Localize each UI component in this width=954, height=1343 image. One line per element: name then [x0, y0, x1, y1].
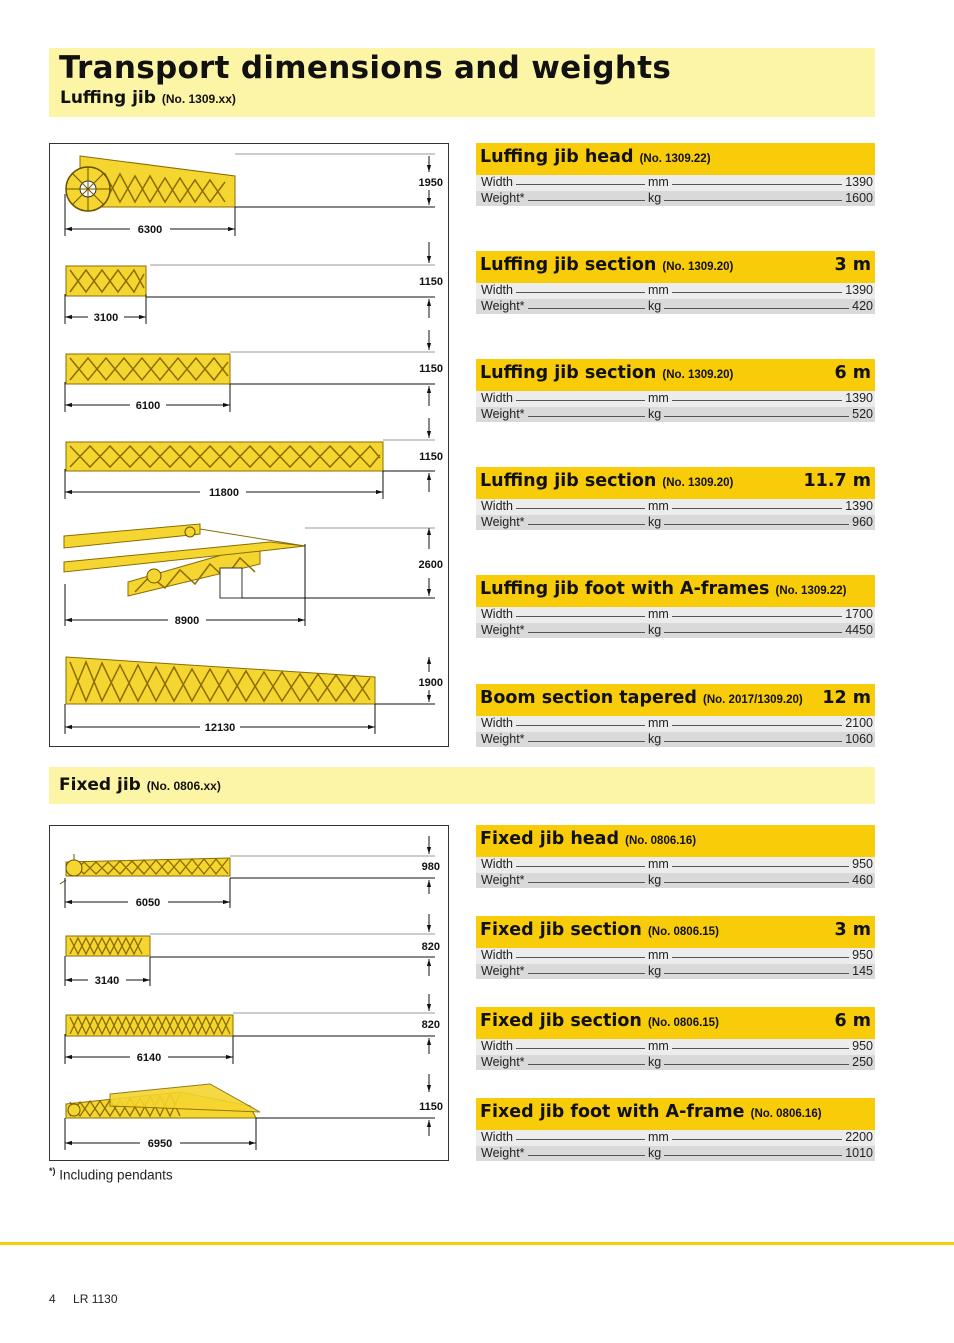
spec-weight-row: Weight* kg 4450: [476, 623, 875, 639]
spec-fixed-jib-foot: [476, 1098, 875, 1161]
dim-6300: 6300: [137, 224, 163, 236]
page-footer: [49, 1292, 132, 1306]
spec-name: Luffing jib foot with A-frames: [480, 579, 770, 599]
spec-weight-row: Weight* kg 250: [476, 1055, 875, 1071]
spec-weight-row: Weight* kg 460: [476, 873, 875, 889]
spec-number: (No. 1309.22): [775, 585, 847, 597]
spec-weight-value: 520: [849, 407, 873, 423]
fixed-jib-3m-drawing: [66, 936, 150, 956]
spec-number: (No. 1309.20): [662, 261, 734, 273]
spec-weight-value: 460: [849, 873, 873, 889]
spec-width-value: 1700: [842, 607, 873, 623]
spec-width-value: 950: [849, 857, 873, 873]
fixed-jib-number: (No. 0806.xx): [146, 779, 221, 793]
spec-width-value: 950: [849, 948, 873, 964]
luffing-jib-number: (No. 1309.xx): [161, 92, 236, 106]
spec-number: (No. 2017/1309.20): [703, 694, 803, 706]
page-title: Transport dimensions and weights: [59, 50, 672, 86]
dim-1900: 1900: [418, 677, 443, 689]
luffing-jib-label: Luffing jib: [60, 88, 156, 108]
spec-boom-section-tapered: [476, 684, 875, 747]
spec-length: 3 m: [834, 920, 871, 940]
spec-length: 11.7 m: [803, 471, 871, 491]
dim-6950: 6950: [147, 1138, 173, 1150]
spec-width-row: Width mm 2200: [476, 1130, 875, 1146]
dim-3100: 3100: [93, 312, 119, 324]
dim-3140: 3140: [94, 975, 120, 987]
spec-name: Fixed jib foot with A-frame: [480, 1102, 745, 1122]
spec-luffing-jib-foot: [476, 575, 875, 638]
dim-820-b: 820: [421, 1019, 440, 1031]
spec-weight-value: 145: [849, 964, 873, 980]
title-band: [49, 48, 875, 117]
dim-980: 980: [421, 861, 440, 873]
spec-name: Luffing jib section: [480, 471, 657, 491]
luffing-jib-drawing: [49, 143, 449, 747]
spec-fixed-jib-head: [476, 825, 875, 888]
footer-rule: [0, 1242, 954, 1245]
spec-name: Luffing jib head: [480, 147, 634, 167]
spec-weight-value: 4450: [842, 623, 873, 639]
spec-number: (No. 1309.22): [639, 153, 711, 165]
spec-name: Luffing jib section: [480, 255, 657, 275]
fixed-jib-6m-drawing: [66, 1015, 233, 1036]
dim-1150-d: 1150: [419, 1101, 443, 1113]
dim-11800: 11800: [209, 487, 239, 499]
dim-6100: 6100: [135, 400, 161, 412]
luffing-jib-foot-drawing: [64, 524, 305, 598]
spec-weight-value: 1010: [842, 1146, 873, 1162]
spec-number: (No. 1309.20): [662, 369, 734, 381]
page-number: 4: [49, 1292, 56, 1306]
spec-weight-value: 1600: [842, 191, 873, 207]
spec-weight-row: Weight* kg 1060: [476, 732, 875, 748]
luffing-jib-head-drawing: [66, 156, 235, 211]
spec-width-row: Width mm 950: [476, 948, 875, 964]
spec-width-row: Width mm 1390: [476, 391, 875, 407]
spec-width-value: 2100: [842, 716, 873, 732]
spec-weight-value: 420: [849, 299, 873, 315]
spec-weight-row: Weight* kg 520: [476, 407, 875, 423]
spec-number: (No. 0806.15): [647, 1017, 719, 1029]
spec-width-value: 2200: [842, 1130, 873, 1146]
luffing-jib-heading: [60, 88, 236, 108]
spec-weight-row: Weight* kg 145: [476, 964, 875, 980]
spec-length: 6 m: [834, 363, 871, 383]
spec-name: Fixed jib head: [480, 829, 620, 849]
footnote-mark: *): [49, 1166, 56, 1176]
dim-6140: 6140: [136, 1052, 162, 1064]
fixed-jib-band: [49, 767, 875, 804]
spec-luffing-jib-section-3m: [476, 251, 875, 314]
fixed-jib-heading: [59, 775, 221, 795]
spec-luffing-jib-section-6m: [476, 359, 875, 422]
luffing-jib-11-7m-drawing: [66, 442, 383, 471]
fixed-jib-head-drawing: [60, 854, 230, 884]
luffing-jib-6m-drawing: [66, 354, 230, 384]
spec-width-value: 950: [849, 1039, 873, 1055]
spec-number: (No. 0806.16): [625, 835, 697, 847]
dim-1950: 1950: [418, 177, 443, 189]
dim-2600: 2600: [418, 559, 443, 571]
spec-weight-row: Weight* kg 1600: [476, 191, 875, 207]
spec-weight-row: Weight* kg 1010: [476, 1146, 875, 1162]
spec-luffing-jib-section-11-7m: [476, 467, 875, 530]
footnote: [49, 1166, 173, 1183]
spec-weight-row: Weight* kg 420: [476, 299, 875, 315]
spec-number: (No. 0806.16): [750, 1108, 822, 1120]
spec-name: Luffing jib section: [480, 363, 657, 383]
dim-820-a: 820: [421, 941, 440, 953]
spec-number: (No. 1309.20): [662, 477, 734, 489]
dim-6050: 6050: [135, 897, 161, 909]
spec-weight-value: 1060: [842, 732, 873, 748]
spec-length: 12 m: [822, 688, 871, 708]
spec-length: 3 m: [834, 255, 871, 275]
spec-width-row: Width mm 1700: [476, 607, 875, 623]
spec-weight-value: 960: [849, 515, 873, 531]
boom-section-tapered-drawing: [66, 657, 375, 704]
spec-width-value: 1390: [842, 391, 873, 407]
dim-12130: 12130: [204, 722, 236, 734]
fixed-jib-label: Fixed jib: [59, 775, 141, 795]
spec-weight-row: Weight* kg 960: [476, 515, 875, 531]
spec-name: Fixed jib section: [480, 920, 642, 940]
spec-fixed-jib-section-6m: [476, 1007, 875, 1070]
footnote-text: Including pendants: [59, 1167, 173, 1183]
luffing-jib-3m-drawing: [66, 266, 146, 296]
spec-name: Fixed jib section: [480, 1011, 642, 1031]
spec-length: 6 m: [834, 1011, 871, 1031]
spec-width-row: Width mm 1390: [476, 175, 875, 191]
spec-name: Boom section tapered: [480, 688, 697, 708]
spec-width-value: 1390: [842, 283, 873, 299]
dim-1150-a: 1150: [419, 276, 443, 288]
dim-1150-c: 1150: [419, 451, 443, 463]
spec-number: (No. 0806.15): [647, 926, 719, 938]
spec-width-row: Width mm 1390: [476, 283, 875, 299]
spec-width-row: Width mm 950: [476, 857, 875, 873]
spec-weight-value: 250: [849, 1055, 873, 1071]
dim-1150-b: 1150: [419, 363, 443, 375]
spec-fixed-jib-section-3m: [476, 916, 875, 979]
spec-width-row: Width mm 1390: [476, 499, 875, 515]
spec-width-row: Width mm 950: [476, 1039, 875, 1055]
spec-width-value: 1390: [842, 175, 873, 191]
spec-width-value: 1390: [842, 499, 873, 515]
model-name: LR 1130: [73, 1292, 118, 1306]
spec-luffing-jib-head: [476, 143, 875, 206]
dim-8900: 8900: [174, 615, 200, 627]
spec-width-row: Width mm 2100: [476, 716, 875, 732]
fixed-jib-drawing: [49, 825, 449, 1161]
fixed-jib-foot-drawing: [66, 1084, 260, 1118]
